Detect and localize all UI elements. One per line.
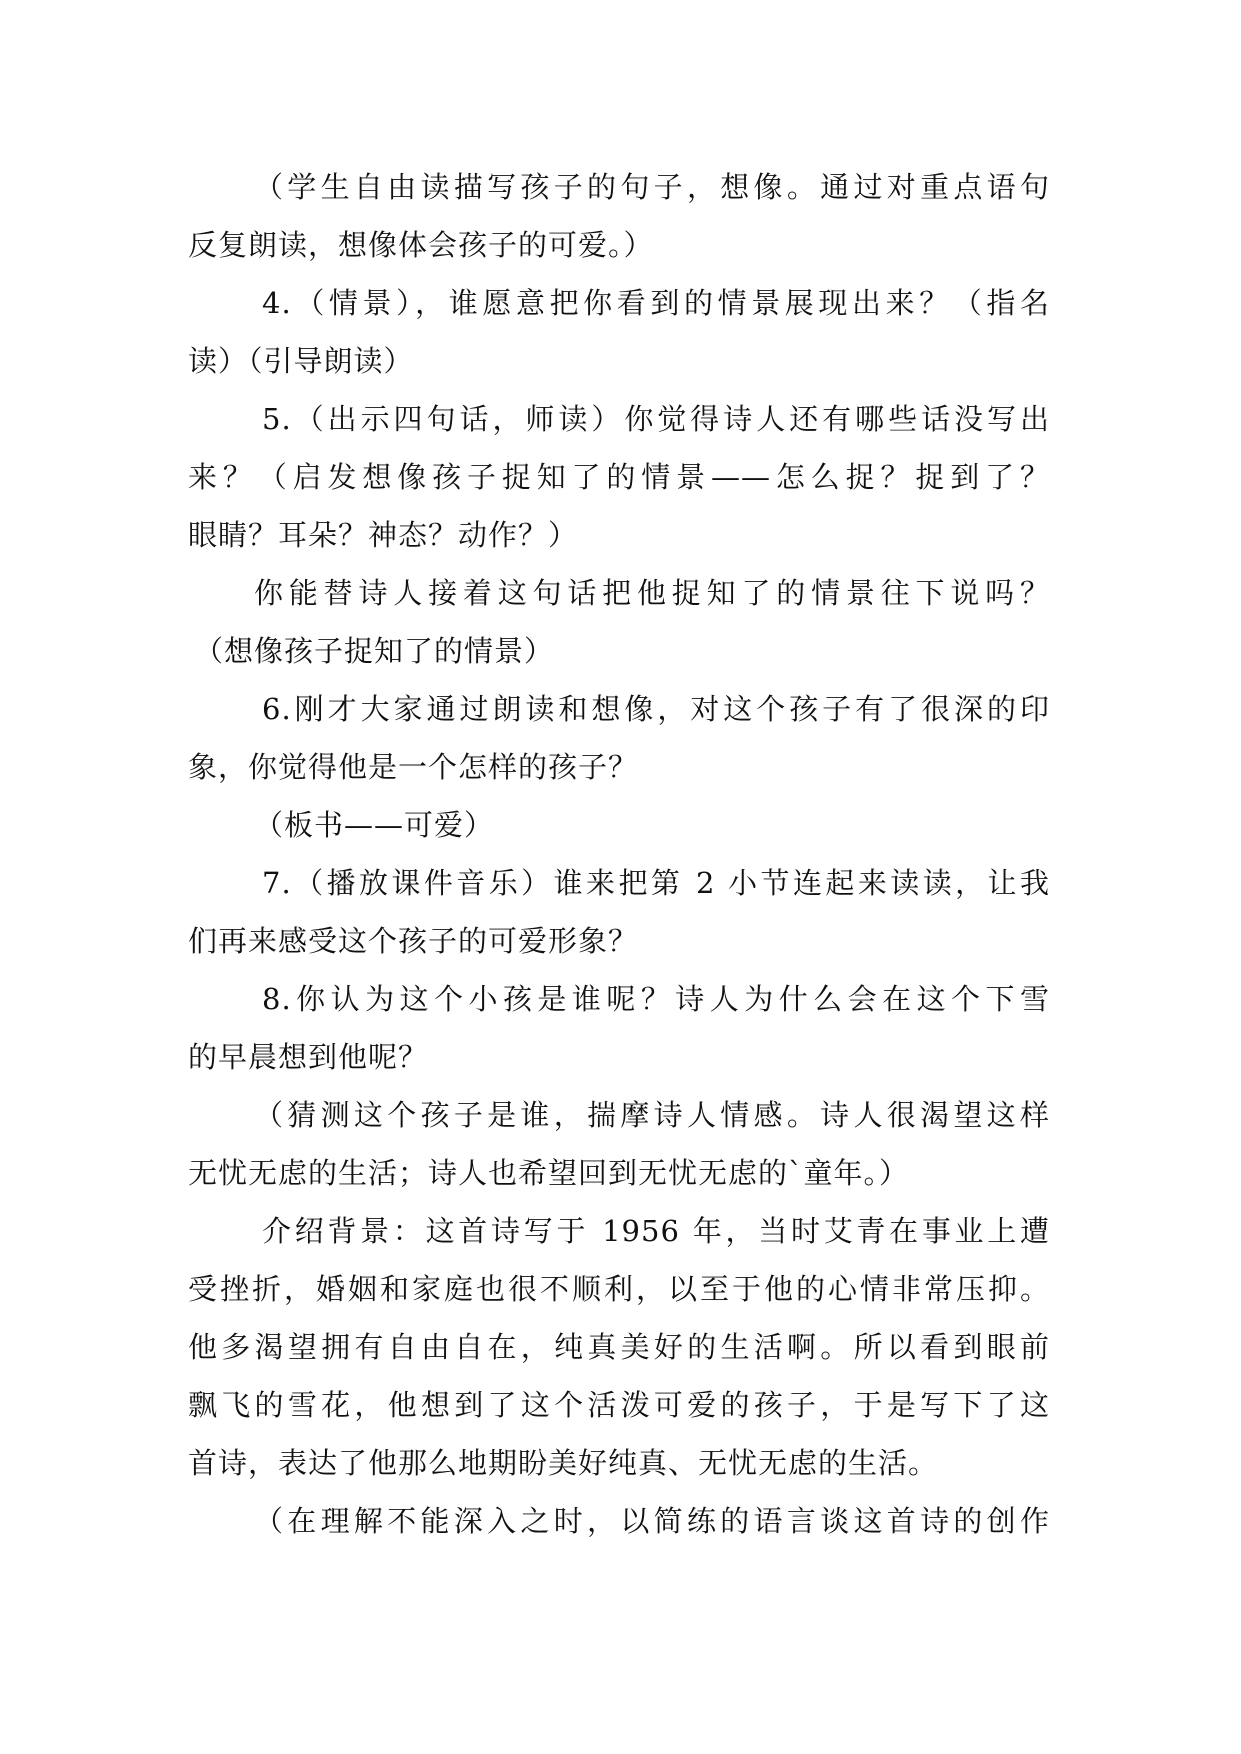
paragraph-line: 6.刚才大家通过朗读和想像，对这个孩子有了很深的印	[262, 692, 1050, 726]
paragraph-line: 4.（情景），谁愿意把你看到的情景展现出来？（指名	[262, 286, 1050, 320]
paragraph-line: 象，你觉得他是一个怎样的孩子？	[188, 750, 639, 784]
paragraph-line: 7.（播放课件音乐）谁来把第 2 小节连起来读读，让我	[262, 866, 1050, 900]
paragraph-line: 反复朗读，想像体会孩子的可爱。）	[188, 228, 654, 262]
paragraph-line: （在理解不能深入之时，以简练的语言谈这首诗的创作	[254, 1504, 1050, 1538]
paragraph-line: 来？（启发想像孩子捉知了的情景——怎么捉？捉到了？	[188, 460, 1050, 494]
paragraph-line: （想像孩子捉知了的情景）	[194, 634, 555, 668]
paragraph-line: 眼睛？耳朵？神态？动作？）	[188, 518, 579, 552]
paragraph-line: 无忧无虑的生活；诗人也希望回到无忧无虑的`童年。）	[188, 1156, 910, 1190]
paragraph-line: （猜测这个孩子是谁，揣摩诗人情感。诗人很渴望这样	[254, 1098, 1050, 1132]
paragraph-line: （学生自由读描写孩子的句子，想像。通过对重点语句	[254, 170, 1050, 204]
paragraph-line: （板书——可爱）	[254, 808, 495, 842]
paragraph-line: 飘飞的雪花，他想到了这个活泼可爱的孩子，于是写下了这	[188, 1388, 1050, 1422]
paragraph-line: 首诗，表达了他那么地期盼美好纯真、无忧无虑的生活。	[188, 1446, 939, 1480]
paragraph-line: 读）（引导朗读）	[188, 344, 414, 378]
document-body	[188, 158, 1050, 1550]
paragraph-line: 介绍背景：这首诗写于 1956 年，当时艾青在事业上遭	[262, 1214, 1050, 1248]
paragraph-line: 8.你认为这个小孩是谁呢？诗人为什么会在这个下雪	[262, 982, 1050, 1016]
paragraph-line: 的早晨想到他呢？	[188, 1040, 429, 1074]
paragraph-line: 他多渴望拥有自由自在，纯真美好的生活啊。所以看到眼前	[188, 1330, 1050, 1364]
paragraph-line: 5.（出示四句话，师读）你觉得诗人还有哪些话没写出	[262, 402, 1050, 436]
paragraph-line: 受挫折，婚姻和家庭也很不顺利，以至于他的心情非常压抑。	[188, 1272, 1050, 1306]
paragraph-line: 们再来感受这个孩子的可爱形象？	[188, 924, 639, 958]
paragraph-line: 你能替诗人接着这句话把他捉知了的情景往下说吗？	[254, 576, 1050, 610]
